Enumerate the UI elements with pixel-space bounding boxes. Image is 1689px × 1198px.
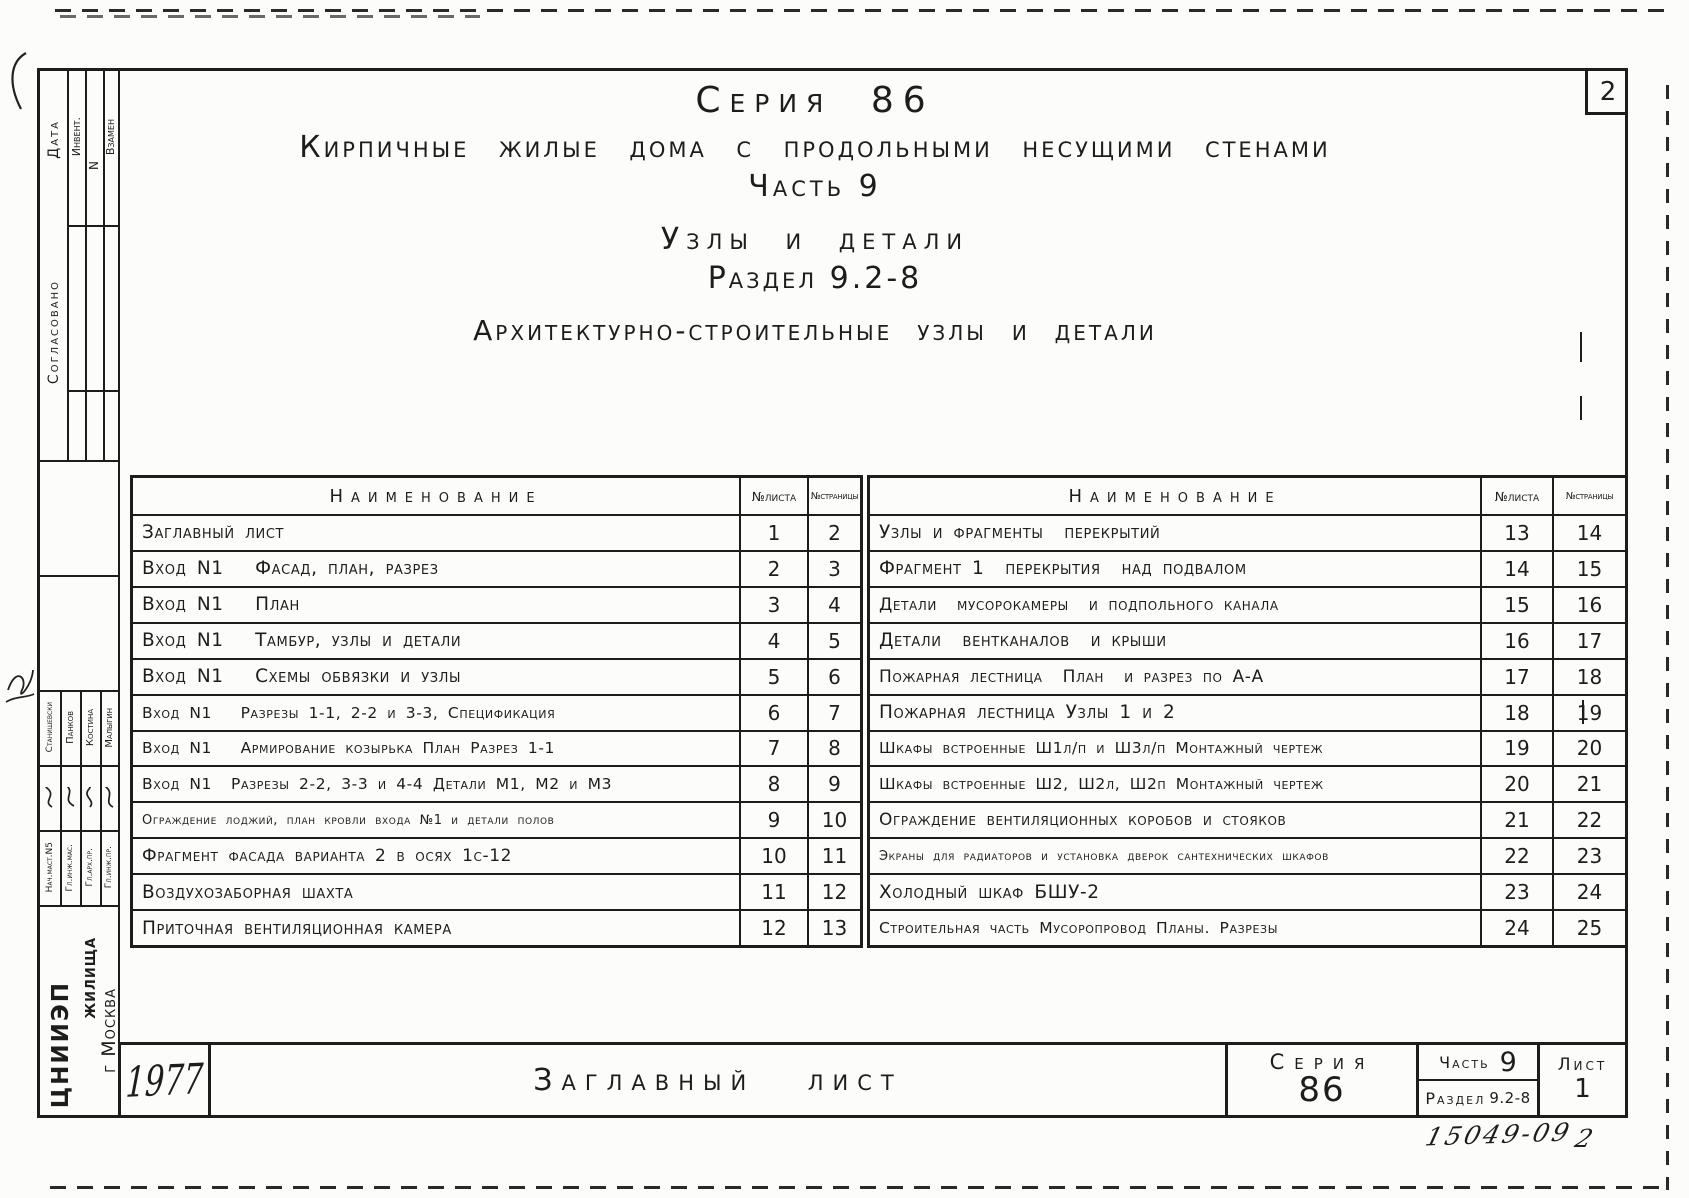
toc-item-name: Вход N1 Фасад, план, разрез <box>142 558 439 580</box>
stamp-replace-label: Взамен <box>104 118 117 156</box>
toc-header-page: №страницы <box>1552 478 1625 514</box>
toc-row <box>870 696 1625 732</box>
title-block-sheet-cell <box>1537 1045 1625 1115</box>
toc-item-name: Заглавный лист <box>142 522 285 544</box>
toc-item-name: Ограждение лоджий, план кровли входа №1 и детали полов <box>142 812 555 828</box>
toc-item-page-number: 14 <box>1552 516 1625 550</box>
page-edge-bottom <box>50 1186 1665 1189</box>
toc-item-page-number: 11 <box>807 839 860 873</box>
toc-item-sheet-number: 8 <box>739 767 807 801</box>
toc-item-sheet-number: 21 <box>1480 803 1552 837</box>
toc-item-name: Вход N1 Разрезы 1-1, 2-2 и 3-3, Спецификация <box>142 703 556 722</box>
stamp-n-label: N <box>87 160 101 170</box>
stamp-agreed-label: Согласовано <box>45 280 62 385</box>
toc-item-page-number: 10 <box>807 803 860 837</box>
toc-row <box>133 588 860 624</box>
series-value: 86 <box>1298 1070 1346 1111</box>
stamp-date-label: Дата <box>45 120 62 159</box>
stamp-name: Малыгин <box>103 707 115 748</box>
toc-item-page-number: 13 <box>807 911 860 945</box>
toc-item-page-number: 7 <box>807 696 860 730</box>
stamp-role: Гл.инж.мас. <box>65 843 75 892</box>
toc-item-name: Вход N1 Разрезы 2-2, 3-3 и 4-4 Детали М1, М2 и М3 <box>142 775 613 794</box>
toc-item-page-number: 9 <box>807 767 860 801</box>
toc-row <box>870 911 1625 945</box>
stamp-name: Панков <box>64 711 76 744</box>
toc-row <box>133 767 860 803</box>
stamp-role: Гл.арх.пр. <box>85 848 95 887</box>
part-value: 9 <box>1499 1046 1517 1078</box>
toc-table-right <box>867 475 1628 948</box>
toc-table-left <box>130 475 863 948</box>
toc-item-sheet-number: 18 <box>1480 696 1552 730</box>
toc-item-sheet-number: 10 <box>739 839 807 873</box>
toc-item-sheet-number: 12 <box>739 911 807 945</box>
toc-item-name: Экраны для радиаторов и установка дверок сантехнических шкафов <box>879 848 1329 864</box>
toc-row <box>133 696 860 732</box>
toc-row <box>870 588 1625 624</box>
toc-item-name: Вход N1 Тамбур, узлы и детали <box>142 630 462 652</box>
toc-item-sheet-number: 17 <box>1480 660 1552 694</box>
title-block-series-cell <box>1225 1045 1416 1115</box>
toc-item-sheet-number: 3 <box>739 588 807 622</box>
page-edge-top <box>55 9 1667 12</box>
stamp-grid-line <box>40 765 118 767</box>
toc-item-page-number: 3 <box>807 552 860 586</box>
stamp-signature <box>98 768 120 828</box>
toc-row <box>870 516 1625 552</box>
series-label: Серия <box>1269 1050 1375 1075</box>
toc-header-row <box>133 478 860 516</box>
part-label: Часть <box>1439 1052 1490 1072</box>
toc-item-page-number: 6 <box>807 660 860 694</box>
toc-row <box>870 839 1625 875</box>
stamp-grid-line <box>40 460 118 462</box>
toc-item-sheet-number: 23 <box>1480 875 1552 909</box>
title-block-doc-title: Заглавный лист <box>208 1045 1225 1115</box>
toc-item-sheet-number: 13 <box>1480 516 1552 550</box>
toc-item-page-number: 8 <box>807 732 860 766</box>
stamp-grid-line <box>67 390 118 392</box>
toc-row <box>133 803 860 839</box>
toc-item-sheet-number: 1 <box>739 516 807 550</box>
title-block-year-cell <box>121 1045 208 1115</box>
toc-item-sheet-number: 20 <box>1480 767 1552 801</box>
toc-item-page-number: 19 <box>1552 696 1625 730</box>
toc-header-row <box>870 478 1625 516</box>
toc-item-page-number: 2 <box>807 516 860 550</box>
archive-number-handwritten: 2 <box>1571 1124 1597 1153</box>
stamp-role: Нач.маст.N5 <box>45 842 55 893</box>
page-edge-top-2 <box>60 15 480 18</box>
subtitle-title: Архитектурно-строительные узлы и детали <box>473 314 1157 347</box>
toc-item-sheet-number: 15 <box>1480 588 1552 622</box>
toc-item-name: Детали вентканалов и крыши <box>879 630 1167 652</box>
toc-item-sheet-number: 24 <box>1480 911 1552 945</box>
toc-item-name: Вход N1 План <box>142 594 300 616</box>
stamp-role: Гл.инж.пр. <box>104 846 114 889</box>
toc-item-page-number: 4 <box>807 588 860 622</box>
margin-handwriting <box>2 640 36 710</box>
section-title: Раздел 9.2-8 <box>707 261 923 296</box>
toc-item-sheet-number: 5 <box>739 660 807 694</box>
year-handwritten: 1977 <box>124 1053 205 1107</box>
toc-item-name: Шкафы встроенные Ш1л/п и Ш3л/п Монтажный чертеж <box>879 739 1324 758</box>
toc-row <box>870 732 1625 768</box>
toc-header-name: Наименование <box>329 485 543 507</box>
toc-item-name: Фрагмент фасада варианта 2 в осях 1с-12 <box>142 846 513 867</box>
toc-right-rows <box>870 516 1625 945</box>
corner-sheet-number: 2 <box>1599 76 1617 107</box>
toc-item-sheet-number: 4 <box>739 624 807 658</box>
toc-item-page-number: 21 <box>1552 767 1625 801</box>
toc-header-sheet: №листа <box>739 478 807 514</box>
section-row <box>1419 1079 1537 1115</box>
toc-item-name: Пожарная лестница Узлы 1 и 2 <box>879 702 1176 724</box>
page-edge-right <box>1666 85 1669 1190</box>
stamp-signature <box>58 768 80 828</box>
title-section <box>130 80 1500 347</box>
corner-sheet-number-box <box>1585 71 1628 115</box>
toc-item-page-number: 15 <box>1552 552 1625 586</box>
stamp-signature <box>38 768 60 828</box>
toc-item-name: Строительная часть Мусоропровод Планы. Разрезы <box>879 919 1278 938</box>
toc-item-sheet-number: 22 <box>1480 839 1552 873</box>
toc-item-sheet-number: 7 <box>739 732 807 766</box>
series-title: Серия 86 <box>695 80 935 121</box>
toc-item-name: Воздухозаборная шахта <box>142 881 354 903</box>
toc-row <box>133 875 860 911</box>
sheet-label: Лист <box>1557 1055 1608 1076</box>
toc-item-sheet-number: 14 <box>1480 552 1552 586</box>
series-subtitle: Кирпичные жилые дома с продольными несущими стенами <box>299 130 1331 165</box>
toc-header-page: №страницы <box>807 478 860 514</box>
toc-row <box>133 516 860 552</box>
org-city: г Москва <box>98 987 120 1073</box>
scan-curl-mark <box>6 50 32 112</box>
toc-item-name: Вход N1 Армирование козырька План Разрез 1-1 <box>142 739 556 758</box>
toc-item-name: Приточная вентиляционная камера <box>142 917 452 939</box>
toc-row <box>133 732 860 768</box>
toc-item-name: Холодный шкаф БШУ-2 <box>879 881 1100 903</box>
toc-left-rows <box>133 516 860 945</box>
toc-header-name: Наименование <box>1068 485 1282 507</box>
toc-row <box>133 839 860 875</box>
toc-row <box>870 660 1625 696</box>
stamp-name: Станишевски <box>45 702 55 753</box>
toc-item-sheet-number: 16 <box>1480 624 1552 658</box>
toc-item-name: Вход N1 Схемы обвязки и узлы <box>142 666 462 688</box>
toc-item-page-number: 5 <box>807 624 860 658</box>
toc-item-sheet-number: 6 <box>739 696 807 730</box>
toc-row <box>870 624 1625 660</box>
toc-header-sheet: №листа <box>1480 478 1552 514</box>
stamp-grid-line <box>67 225 118 227</box>
org-name: жилища <box>78 936 100 1019</box>
toc-item-page-number: 25 <box>1552 911 1625 945</box>
toc-item-page-number: 12 <box>807 875 860 909</box>
toc-row <box>870 875 1625 911</box>
toc-item-page-number: 22 <box>1552 803 1625 837</box>
toc-row <box>133 911 860 945</box>
part-row <box>1419 1045 1537 1079</box>
title-block-part-cell <box>1416 1045 1537 1115</box>
title-block <box>118 1042 1628 1118</box>
toc-item-sheet-number: 19 <box>1480 732 1552 766</box>
toc-row <box>870 767 1625 803</box>
archive-code-handwritten: 15049-09 <box>1422 1117 1576 1152</box>
subject-title: Узлы и детали <box>660 222 970 257</box>
toc-row <box>133 552 860 588</box>
toc-item-page-number: 24 <box>1552 875 1625 909</box>
stamp-signature <box>78 768 100 828</box>
toc-item-sheet-number: 2 <box>739 552 807 586</box>
toc-item-name: Узлы и фрагменты перекрытий <box>879 522 1161 544</box>
stamp-name: Костина <box>84 708 96 747</box>
toc-row <box>133 624 860 660</box>
stamp-invent-label: Инвент. <box>69 117 83 157</box>
toc-item-name: Фрагмент 1 перекрытия над подвалом <box>879 558 1247 580</box>
stamp-grid-line <box>40 575 118 577</box>
org-logo: ЦНИИЭП <box>48 981 74 1109</box>
section-label: Раздел <box>1425 1088 1486 1108</box>
part-title: Часть 9 <box>748 169 882 204</box>
toc-item-page-number: 23 <box>1552 839 1625 873</box>
toc-item-name: Пожарная лестница План и разрез по А-А <box>879 666 1264 687</box>
toc-item-name: Ограждение вентиляционных коробов и стояков <box>879 810 1287 831</box>
toc-item-page-number: 17 <box>1552 624 1625 658</box>
toc-item-sheet-number: 11 <box>739 875 807 909</box>
toc-item-page-number: 18 <box>1552 660 1625 694</box>
toc-item-page-number: 16 <box>1552 588 1625 622</box>
toc-row <box>870 803 1625 839</box>
section-value: 9.2-8 <box>1489 1089 1531 1107</box>
toc-row <box>870 552 1625 588</box>
sheet-value: 1 <box>1574 1074 1591 1105</box>
toc-item-name: Шкафы встроенные Ш2, Ш2л, Ш2п Монтажный чертеж <box>879 775 1324 794</box>
toc-row <box>133 660 860 696</box>
toc-item-page-number: 20 <box>1552 732 1625 766</box>
toc-item-name: Детали мусорокамеры и подпольного канала <box>879 594 1279 615</box>
toc-item-sheet-number: 9 <box>739 803 807 837</box>
